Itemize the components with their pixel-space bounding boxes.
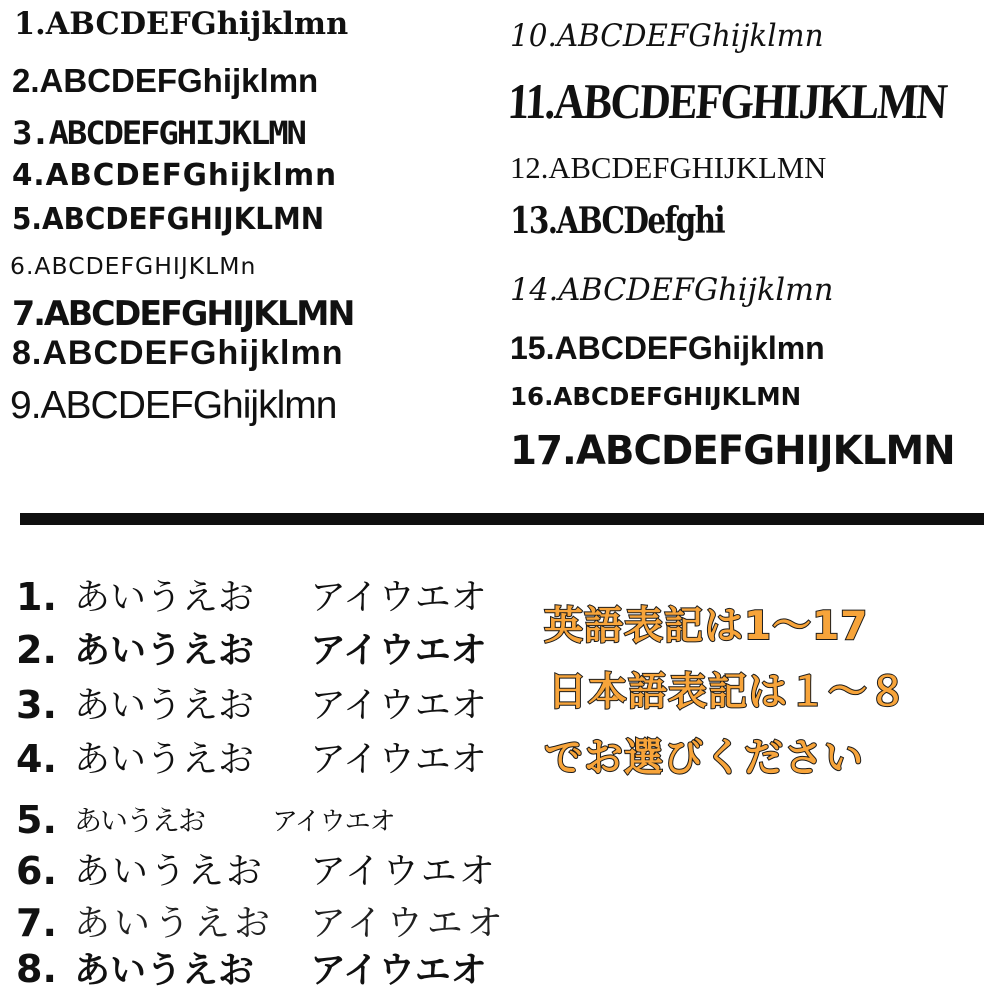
japanese-sample-katakana: アイウエオ: [310, 739, 487, 780]
japanese-sample-hiragana: あいうえお: [74, 630, 255, 671]
english-sample-17: 17.ABCDEFGHIJKLMN: [510, 428, 955, 474]
notice-english-range: 英語表記は1～17: [544, 604, 869, 649]
japanese-sample-katakana: アイウエオ: [310, 577, 487, 618]
japanese-sample-katakana: アイウエオ: [272, 807, 395, 837]
japanese-sample-katakana: アイウエオ: [310, 949, 487, 991]
japanese-sample-katakana: アイウエオ: [310, 903, 507, 944]
japanese-sample-5: [16, 798, 516, 847]
japanese-sample-6: [16, 849, 516, 898]
japanese-sample-katakana: アイウエオ: [310, 630, 487, 671]
english-sample-14: 14.ABCDEFGhijklmn: [510, 272, 834, 308]
japanese-sample-2: [16, 628, 516, 677]
english-sample-13: 13.ABCDefghi: [510, 200, 724, 242]
japanese-sample-hiragana: あいうえお: [74, 851, 265, 892]
english-sample-6: 6.ABCDEFGHIJKLMn: [10, 254, 257, 280]
japanese-sample-katakana: アイウエオ: [310, 685, 487, 726]
english-sample-10: 10.ABCDEFGhijklmn: [510, 18, 824, 54]
japanese-sample-number: 3.: [16, 683, 57, 727]
english-sample-8: 8.ABCDEFGhijklmn: [12, 334, 344, 372]
japanese-sample-hiragana: あいうえお: [74, 804, 205, 837]
english-sample-5: 5.ABCDEFGHIJKLMN: [12, 202, 325, 237]
english-sample-11: 11.ABCDEFGHIJKLMN: [506, 73, 948, 129]
english-sample-1: 1.ABCDEFGhijklmn: [14, 6, 349, 42]
japanese-sample-4: [16, 737, 516, 786]
japanese-sample-hiragana: あいうえお: [74, 739, 255, 780]
english-sample-3: 3.ABCDEFGHIJKLMN: [12, 114, 305, 152]
japanese-sample-hiragana: あいうえお: [74, 685, 255, 726]
english-sample-9: 9.ABCDEFGhijklmn: [10, 384, 337, 427]
japanese-sample-number: 1.: [16, 575, 57, 619]
japanese-sample-number: 7.: [16, 901, 57, 945]
english-sample-2: 2.ABCDEFGhijklmn: [12, 62, 319, 99]
english-sample-4: 4.ABCDEFGhijklmn: [12, 158, 338, 193]
japanese-sample-number: 8.: [16, 947, 57, 991]
japanese-sample-katakana: アイウエオ: [310, 851, 497, 892]
english-sample-12: 12.ABCDEFGHIJKLMN: [510, 150, 827, 185]
japanese-sample-hiragana: あいうえお: [74, 903, 275, 944]
english-sample-7: 7.ABCDEFGHIJKLMN: [12, 294, 354, 334]
japanese-sample-number: 5.: [16, 798, 57, 842]
japanese-sample-7: [16, 901, 516, 950]
japanese-sample-3: [16, 683, 516, 732]
notice-japanese-range: 日本語表記は１～８: [548, 670, 909, 715]
japanese-sample-8: [16, 947, 516, 996]
japanese-sample-number: 2.: [16, 628, 57, 672]
section-divider: [20, 513, 984, 525]
japanese-sample-number: 4.: [16, 737, 57, 781]
japanese-sample-hiragana: あいうえお: [74, 949, 255, 991]
japanese-sample-1: [16, 575, 516, 624]
japanese-sample-hiragana: あいうえお: [74, 577, 255, 618]
japanese-sample-number: 6.: [16, 849, 57, 893]
notice-please-choose: でお選びください: [544, 736, 865, 781]
english-sample-15: 15.ABCDEFGhijklmn: [510, 330, 825, 366]
english-sample-16: 16.ABCDEFGHIJKLMN: [510, 382, 802, 411]
